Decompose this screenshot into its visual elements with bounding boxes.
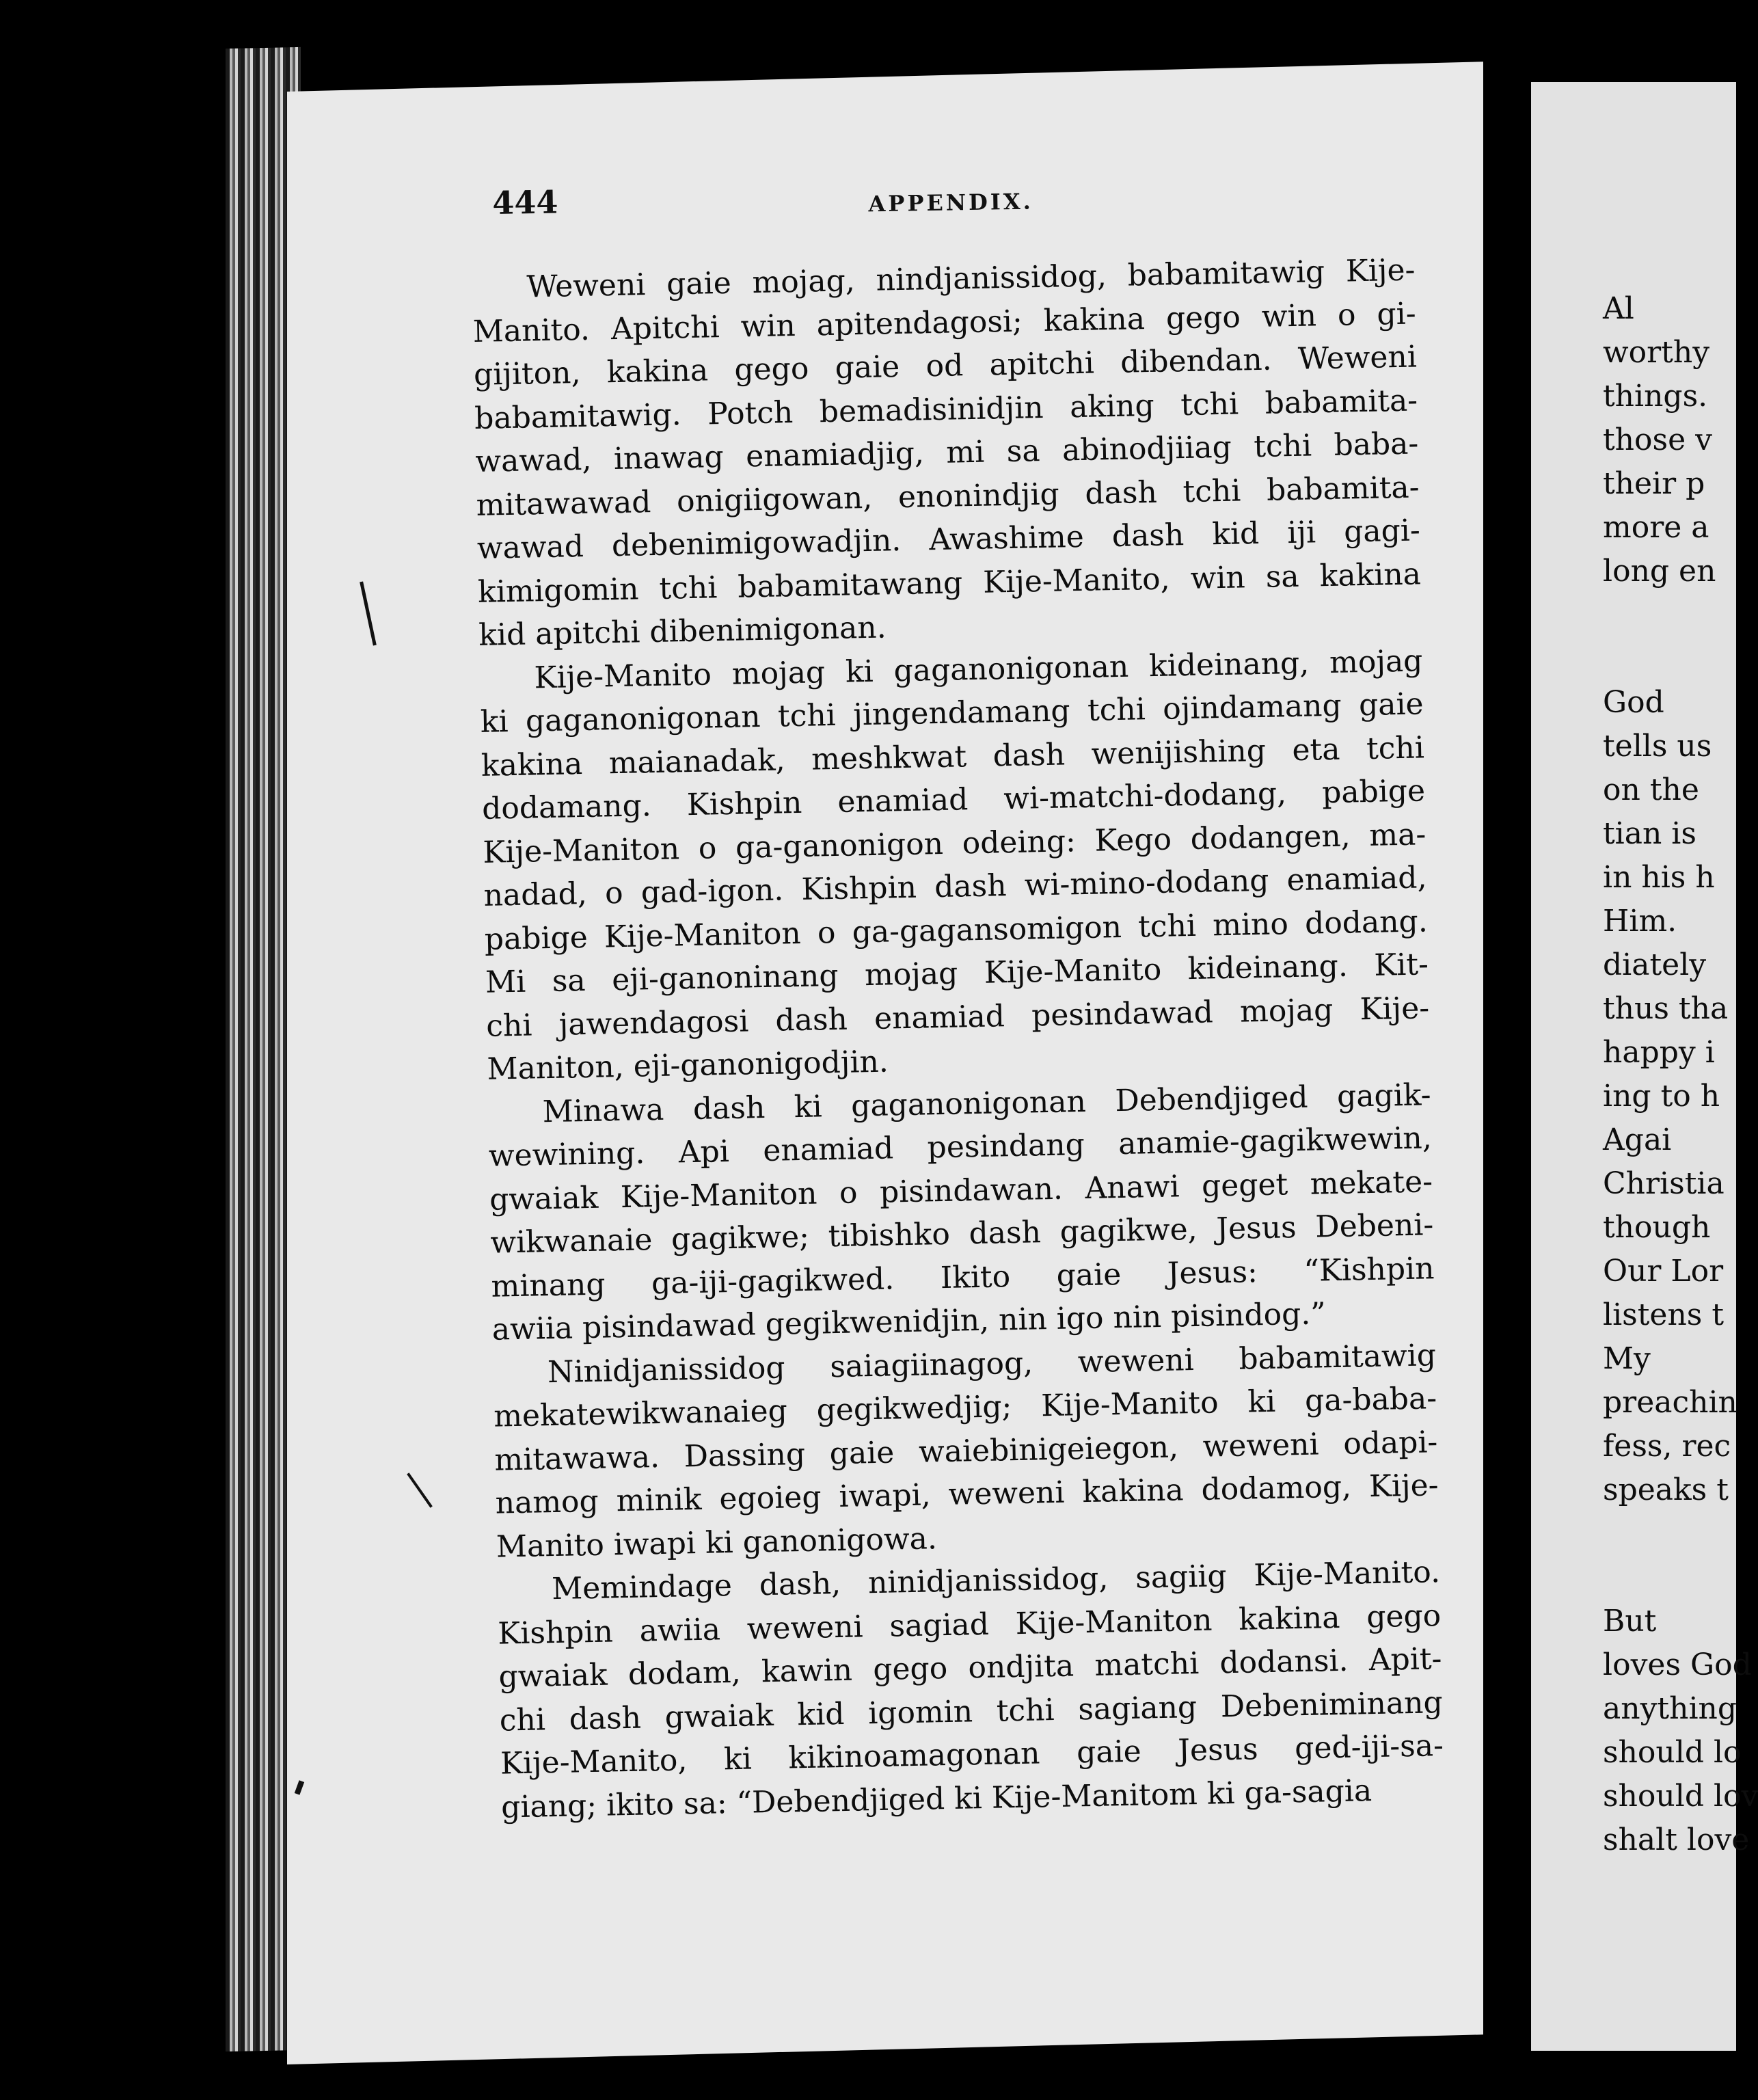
body-text — [472, 249, 1445, 1829]
text-line: Kishpin awiia weweni sagiad Kije-Maniton kakina gego — [497, 1598, 1442, 1652]
text-line: wawad debenimigowadjin. Awashime dash kid iji gagi- — [476, 513, 1421, 566]
right-page-line: shalt love — [1603, 1822, 1750, 1857]
right-page-line: thus tha — [1603, 991, 1729, 1026]
paragraph — [479, 639, 1431, 1091]
right-page-line: But — [1603, 1604, 1657, 1639]
right-page-line: fess, rec — [1603, 1429, 1731, 1464]
text-line: Weweni gaie mojag, nindjanissidog, babamitawig Kije- — [526, 252, 1416, 305]
paragraph — [492, 1334, 1439, 1569]
right-page-line: Agai — [1603, 1122, 1672, 1157]
text-line: babamitawig. Potch bemadisinidjin aking tchi babamita- — [474, 382, 1418, 436]
text-line: kid apitchi dibenimigonan. — [478, 610, 887, 653]
running-head: APPENDIX. — [868, 188, 1034, 217]
right-page-text — [1603, 287, 1758, 1862]
right-page-line: God — [1603, 685, 1664, 720]
text-line: kimigomin tchi babamitawang Kije-Manito, win sa kakina — [477, 556, 1422, 610]
right-page-line: their p — [1603, 466, 1705, 501]
right-page-line — [1603, 637, 1740, 681]
right-page-line: on the — [1603, 772, 1699, 807]
right-page-line: Al — [1603, 291, 1634, 326]
text-line: mitawawad onigiigowan, enonindjig dash tchi babamita- — [476, 469, 1420, 523]
right-page-line: tells us — [1603, 729, 1712, 764]
paragraph — [497, 1550, 1445, 1829]
right-page-line: speaks t — [1603, 1472, 1729, 1507]
text-line: nadad, o gad-igon. Kishpin dash wi-mino-dodang enamiad, — [483, 860, 1427, 913]
book-gutter — [1483, 41, 1531, 2078]
right-page-line — [1603, 1556, 1740, 1600]
paragraph — [487, 1073, 1435, 1351]
right-page-line: Christia — [1603, 1166, 1725, 1201]
right-page-line: those v — [1603, 422, 1712, 457]
right-page-line: anything — [1603, 1691, 1737, 1726]
right-page-line: happy i — [1603, 1035, 1715, 1070]
text-line: pabige Kije-Maniton o ga-gagansomigon tchi mino dodang. — [484, 903, 1429, 957]
text-line: chi dash gwaiak kid igomin tchi sagiang Debeniminang — [499, 1684, 1444, 1738]
text-line: mitawawa. Dassing gaie waiebinigeiegon, weweni odapi- — [494, 1424, 1438, 1478]
right-page-line: loves God — [1603, 1647, 1752, 1682]
text-line: mekatewikwanaieg gegikwedjig; Kije-Manito ki ga-baba- — [493, 1381, 1437, 1434]
text-line: Minawa dash ki gaganonigonan Debendjiged gagik- — [542, 1077, 1432, 1129]
text-line: Manito. Apitchi win apitendagosi; kakina gego win o gi- — [472, 295, 1417, 349]
right-page-line: should lov — [1603, 1779, 1758, 1814]
text-line: chi jawendagosi dash enamiad pesindawad mojag Kije- — [485, 990, 1430, 1044]
text-line: Manito iwapi ki ganonigowa. — [496, 1520, 938, 1565]
text-line: wikwanaie gagikwe; tibishko dash gagikwe, Jesus Debeni- — [489, 1207, 1434, 1261]
right-page-line: things. — [1603, 379, 1708, 414]
right-page-line: should lo — [1603, 1735, 1742, 1770]
text-line: gwaiak Kije-Maniton o pisindawan. Anawi geget mekate- — [489, 1163, 1433, 1217]
text-line: awiia pisindawad gegikwenidjin, nin igo nin pisindog.” — [491, 1296, 1327, 1347]
right-page-line: tian is — [1603, 816, 1696, 851]
text-line: namog minik egoieg iwapi, weweni kakina dodamog, Kije- — [495, 1468, 1439, 1521]
right-page-line: Him. — [1603, 904, 1677, 939]
text-line: Maniton, eji-ganonigodjin. — [487, 1044, 889, 1087]
text-line: gwaiak dodam, kawin gego ondjita matchi dodansi. Apit- — [498, 1641, 1442, 1695]
right-page-line: though — [1603, 1210, 1711, 1245]
right-page-line — [1603, 593, 1740, 637]
text-line: Kije-Manito, ki kikinoamagonan gaie Jesus ged-iji-sa- — [500, 1728, 1444, 1781]
text-line: Memindage dash, ninidjanissidog, sagiig Kije-Manito. — [551, 1554, 1441, 1607]
text-line: Ninidjanissidog saiagiinagog, weweni babamitawig — [547, 1337, 1437, 1390]
text-line: wawad, inawag enamiadjig, mi sa abinodjiiag tchi baba- — [474, 426, 1419, 479]
text-line: dodamang. Kishpin enamiad wi-matchi-dodang, pabige — [481, 773, 1426, 826]
paragraph — [472, 249, 1422, 658]
text-line: minang ga-iji-gagikwed. Ikito gaie Jesus: “Kishpin — [491, 1250, 1435, 1304]
text-line: Kije-Maniton o ga-ganonigon odeing: Kego dodangen, ma- — [482, 816, 1426, 870]
right-page-line: ing to h — [1603, 1079, 1720, 1114]
right-page-line — [1603, 1512, 1740, 1556]
right-page-line: long en — [1603, 554, 1716, 589]
page-number: 444 — [492, 183, 558, 221]
right-page-line: preachin — [1603, 1385, 1737, 1420]
text-line: wewining. Api enamiad pesindang anamie-gagikwewin, — [488, 1120, 1433, 1174]
right-page-line: Our Lor — [1603, 1254, 1724, 1289]
right-page-line: listens t — [1603, 1297, 1725, 1332]
text-line: gijiton, kakina gego gaie od apitchi dibendan. Weweni — [473, 339, 1418, 392]
right-page-line: diately — [1603, 947, 1707, 982]
text-line: Mi sa eji-ganoninang mojag Kije-Manito kideinang. Kit- — [485, 947, 1429, 1000]
right-page-line: worthy — [1603, 335, 1710, 370]
text-line: giang; ikito sa: “Debendjiged ki Kije-Manitom ki ga-sagia — [500, 1773, 1372, 1825]
right-page-line: My — [1603, 1341, 1651, 1376]
right-page-line: more a — [1603, 510, 1709, 545]
text-line: kakina maianadak, meshkwat dash wenijishing eta tchi — [481, 729, 1425, 783]
text-line: ki gaganonigonan tchi jingendamang tchi ojindamang gaie — [480, 686, 1424, 740]
right-page-line: in his h — [1603, 860, 1715, 895]
text-line: Kije-Manito mojag ki gaganonigonan kideinang, mojag — [534, 643, 1423, 695]
